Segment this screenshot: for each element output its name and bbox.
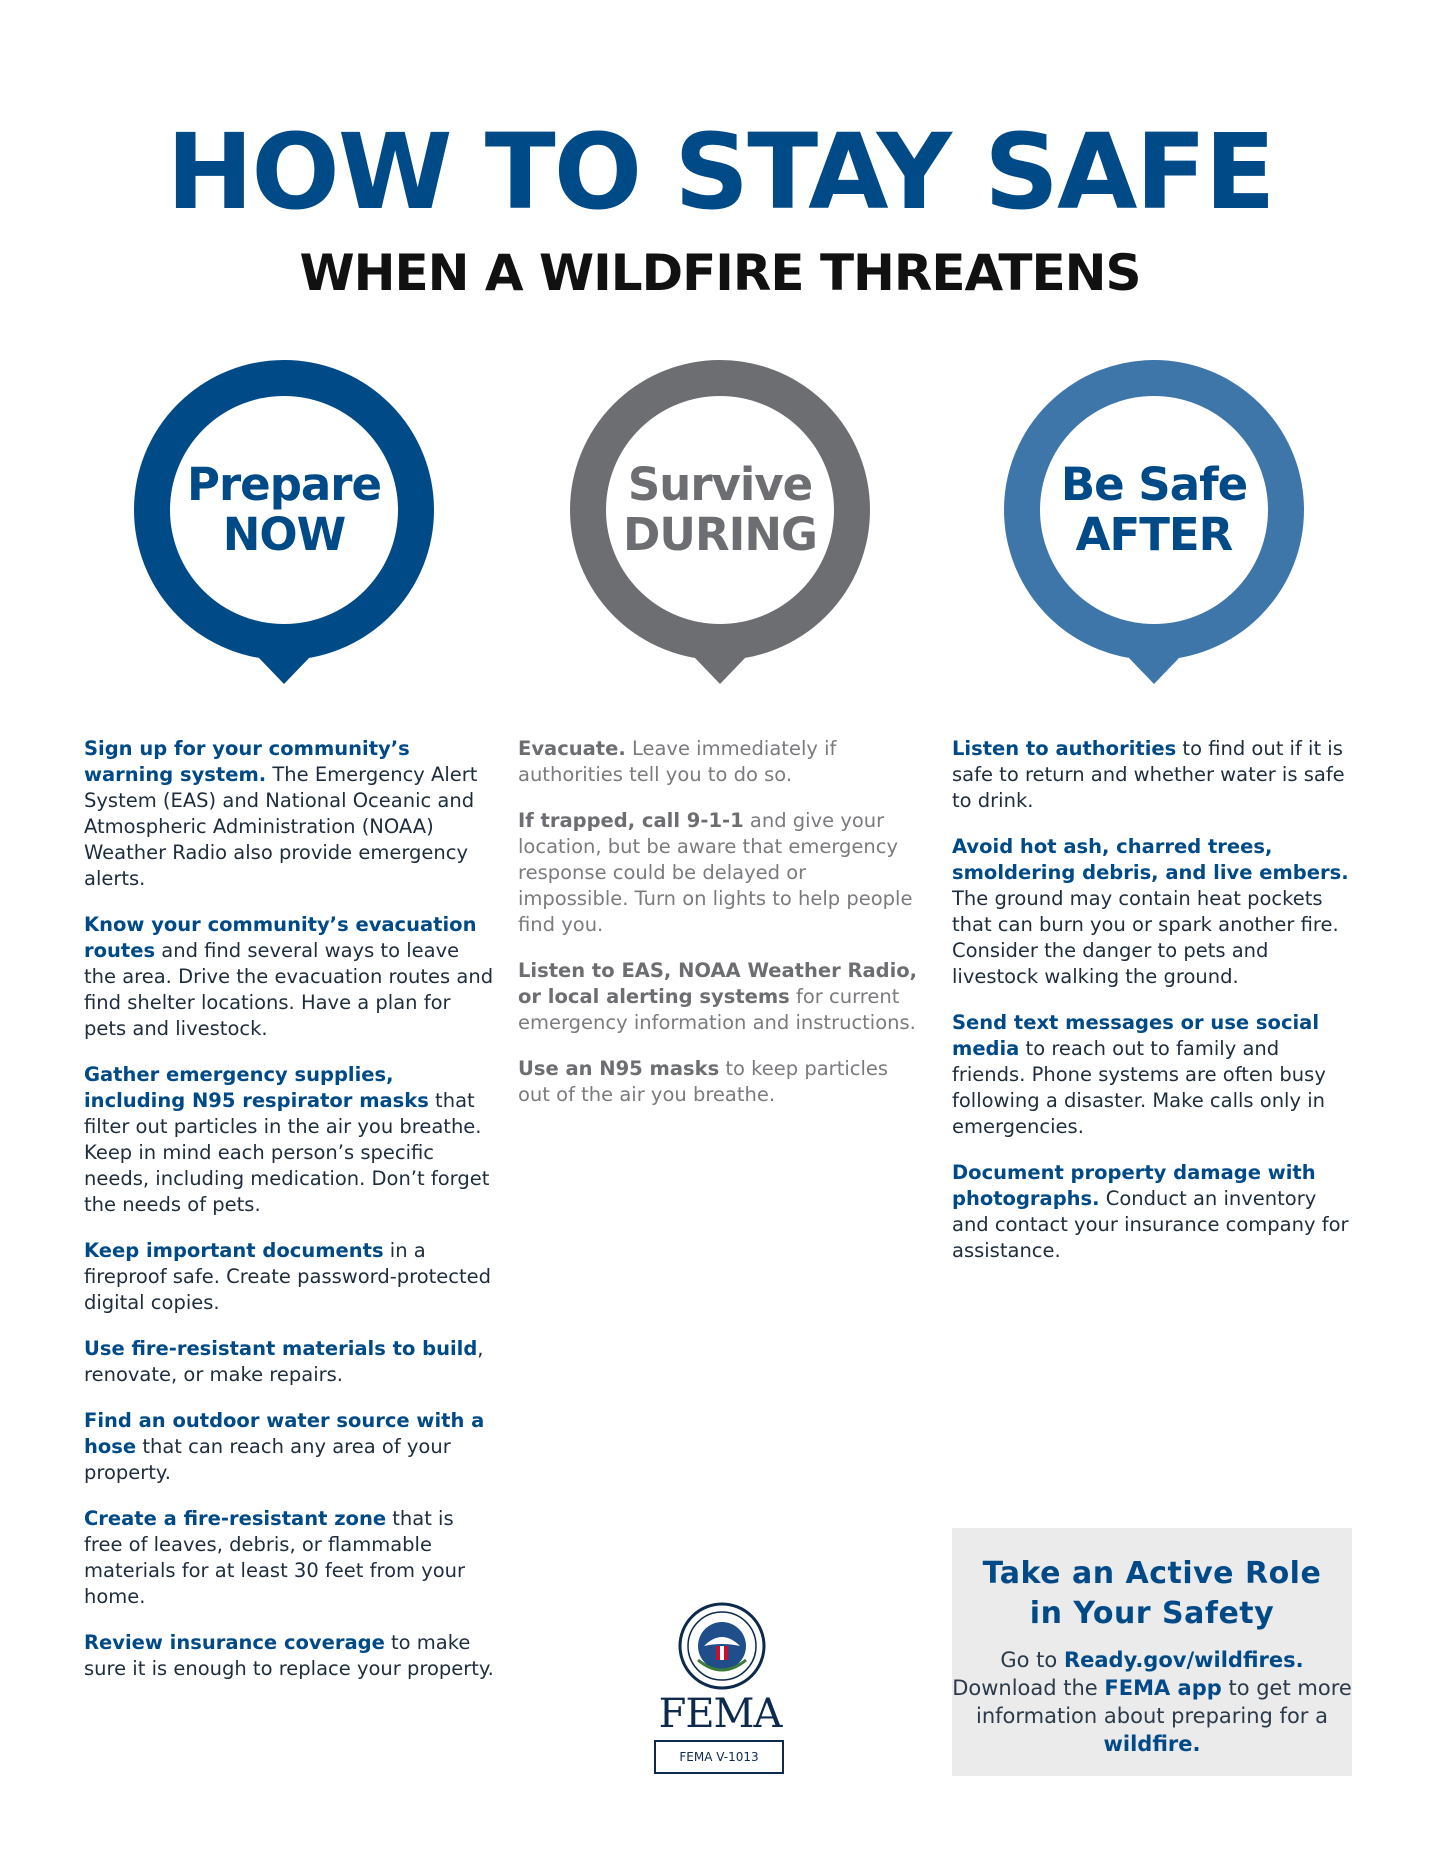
list-item (84, 1506, 494, 1610)
cta-heading-line2: in Your Safety (1029, 1596, 1275, 1631)
list-item (952, 834, 1356, 990)
list-item (84, 1238, 494, 1316)
item-body: The ground may contain heat pockets that can burn you or spark another fire. Consider the danger to pets and livestock walking the ground. (952, 887, 1339, 988)
item-body: The Emergency Alert System (EAS) and National Oceanic and Atmospheric Administration (NOAA) Weather Radio also provide emergency alerts. (84, 763, 478, 890)
item-lead: Listen to authorities (952, 737, 1177, 760)
cta-text (952, 1646, 1352, 1758)
list-item (518, 736, 922, 788)
item-lead: Keep important documents (84, 1239, 384, 1262)
item-body: that filter out particles in the air you breathe. Keep in mind each person’s specific needs, including medication. Don’t forget the needs of pets. (84, 1089, 490, 1216)
item-lead: Avoid hot ash, charred trees, smoldering debris, and live embers. (952, 835, 1349, 884)
item-body: in a fireproof safe. Create password-protected digital copies. (84, 1239, 492, 1314)
list-item (952, 1160, 1356, 1264)
page-title: HOW TO STAY SAFE (166, 111, 1274, 233)
list-item (84, 1630, 494, 1682)
ready-gov-link[interactable]: Ready.gov/wildfires. (1063, 1648, 1304, 1672)
item-body: and give your location, but be aware that emergency response could be delayed or impossible. Turn on lights to help people find you. (518, 809, 913, 936)
after-ring (1004, 360, 1304, 660)
survive-label-line2: DURING (623, 508, 817, 561)
list-item (952, 1010, 1356, 1140)
item-body: to find out if it is safe to return and whether water is safe to drink. (952, 737, 1345, 812)
publication-code: FEMA V-1013 (654, 1740, 784, 1774)
cta-heading (952, 1554, 1352, 1634)
list-item (84, 912, 494, 1042)
prepare-list (84, 736, 494, 1702)
after-list (952, 736, 1356, 1284)
list-item (84, 1408, 494, 1486)
item-lead: If trapped, call 9-1-1 (518, 809, 744, 832)
item-body: for current emergency information and instructions. (518, 985, 916, 1034)
item-body: to keep particles out of the air you breathe. (518, 1057, 889, 1106)
survive-label-line1: Survive (627, 458, 813, 511)
cta-text-1: Go to (1000, 1648, 1064, 1672)
item-body: to reach out to family and friends. Phone systems are often busy following a disaster. Make calls only in emergencies. (952, 1037, 1326, 1138)
down-arrow-icon (1129, 658, 1179, 684)
item-body: Conduct an inventory and contact your insurance company for assistance. (952, 1187, 1349, 1262)
item-lead: Find an outdoor water source with a hose (84, 1409, 485, 1458)
item-lead: Use fire-resistant materials to build (84, 1337, 478, 1360)
down-arrow-icon (695, 658, 745, 684)
item-lead: Evacuate. (518, 737, 626, 760)
cta-box (952, 1528, 1352, 1776)
item-lead: Listen to EAS, NOAA Weather Radio, or local alerting systems (518, 959, 918, 1008)
cta-text-2: Download the (952, 1676, 1105, 1700)
prepare-ring (134, 360, 434, 660)
survive-ring (570, 360, 870, 660)
list-item (84, 1062, 494, 1218)
page-subtitle: WHEN A WILDFIRE THREATENS (299, 244, 1141, 302)
item-lead: Know your community’s evacuation routes (84, 913, 477, 962)
item-lead: Document property damage with photographs. (952, 1161, 1316, 1210)
item-body: and find several ways to leave the area. Drive the evacuation routes and find shelter locations. Have a plan for pets and livestock. (84, 939, 494, 1040)
phase-prepare (134, 360, 434, 700)
item-lead: Send text messages or use social media (952, 1011, 1320, 1060)
dhs-seal-logo (678, 1602, 766, 1690)
phase-survive (570, 360, 870, 700)
list-item (518, 958, 922, 1036)
list-item (84, 1336, 494, 1388)
fema-wordmark: FEMA (658, 1691, 782, 1737)
cta-heading-line1: Take an Active Role (982, 1556, 1322, 1591)
down-arrow-icon (259, 658, 309, 684)
item-lead: Create a fire-resistant zone (84, 1507, 387, 1530)
item-body: that can reach any area of your property. (84, 1435, 451, 1484)
item-lead: Use an N95 masks (518, 1057, 720, 1080)
phase-after (1004, 360, 1304, 700)
prepare-label-line2: NOW (222, 508, 346, 561)
survive-list (518, 736, 922, 1128)
after-label-line2: AFTER (1075, 508, 1233, 561)
item-lead: Review insurance coverage (84, 1631, 385, 1654)
item-body: that is free of leaves, debris, or flammable materials for at least 30 feet from your home. (84, 1507, 466, 1608)
item-lead: Sign up for your community’s warning system. (84, 737, 410, 786)
wildfire-link[interactable]: wildfire. (1103, 1732, 1201, 1756)
list-item (952, 736, 1356, 814)
fema-app-link[interactable]: FEMA app (1104, 1676, 1222, 1700)
after-label-line1: Be Safe (1060, 458, 1248, 511)
list-item (84, 736, 494, 892)
item-body: Leave immediately if authorities tell you to do so. (518, 737, 837, 786)
prepare-label-line1: Prepare (187, 458, 381, 511)
item-body: to make sure it is enough to replace your property. (84, 1631, 494, 1680)
list-item (518, 1056, 922, 1108)
item-body: , renovate, or make repairs. (84, 1337, 484, 1386)
list-item (518, 808, 922, 938)
cta-text-3: to get more information about preparing for a (976, 1676, 1352, 1728)
item-lead: Gather emergency supplies, including N95 respirator masks (84, 1063, 429, 1112)
